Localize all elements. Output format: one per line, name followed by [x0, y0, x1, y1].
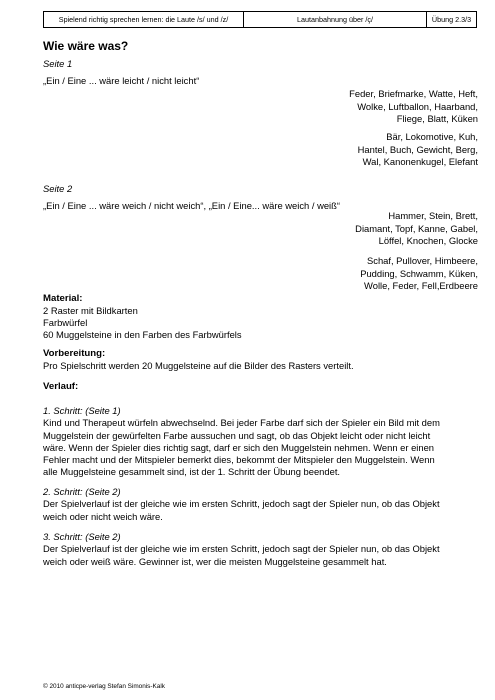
header-series-title: Spielend richtig sprechen lernen: die Laute /s/ und /z/ [44, 12, 244, 27]
step-label: 1. Schritt: (Seite 1) [43, 405, 121, 416]
material-item: 2 Raster mit Bildkarten [43, 305, 138, 316]
word-line: Wal, Kanonenkugel, Elefant [362, 156, 478, 167]
material-heading: Material: [43, 293, 83, 304]
word-line: Wolke, Luftballon, Haarband, [357, 100, 478, 112]
page1-word-group-2 [358, 131, 478, 169]
word-line: Fliege, Blatt, Küken [396, 113, 478, 124]
material-item: Farbwürfel [43, 317, 88, 328]
step-line: Kind und Therapeut würfeln abwechselnd. Bei jeder Farbe darf sich der Spieler ein Bild mit dem [43, 417, 440, 429]
step-line: Der Spielverlauf ist der gleiche wie im ersten Schritt, jedoch sagt der Spieler nun, ob das Objekt [43, 498, 440, 510]
page2-word-group-1 [355, 210, 478, 248]
word-line: Pudding, Schwamm, Küken, [360, 267, 478, 279]
step-label: 2. Schritt: (Seite 2) [43, 486, 121, 497]
step-line: wäre. Wenn der Spieler dies richtig sagt, darf er sich den Muggelstein nehmen. Wenn er einen [43, 441, 435, 453]
step-label: 3. Schritt: (Seite 2) [43, 531, 121, 542]
step-line: alle Muggelsteine gesammelt sind, ist der 1. Schritt der Übung beendet. [43, 466, 341, 478]
step-2 [43, 486, 463, 523]
header-table [43, 11, 477, 28]
word-line: Feder, Briefmarke, Watte, Heft, [349, 88, 478, 99]
word-line: Wolle, Feder, Fell,Erdbeere [364, 280, 478, 291]
page1-label: Seite 1 [43, 58, 73, 69]
step-line: weich oder nicht weich wäre. [43, 510, 163, 522]
step-1 [43, 405, 463, 479]
vorbereitung-text: Pro Spielschritt werden 20 Muggelsteine auf die Bilder des Rasters verteilt. [43, 360, 354, 371]
word-line: Diamant, Topf, Kanne, Gabel, [355, 222, 478, 234]
word-line: Schaf, Pullover, Himbeere, [367, 255, 478, 266]
vorbereitung-heading: Vorbereitung: [43, 348, 106, 359]
header-exercise-number: Übung 2.3/3 [431, 15, 472, 24]
page-title: Wie wäre was? [43, 39, 129, 53]
word-line: Hantel, Buch, Gewicht, Berg, [357, 143, 478, 155]
step-3 [43, 531, 463, 568]
word-line: Bär, Lokomotive, Kuh, [386, 131, 478, 142]
step-line: weich oder weiß wäre. Gewinner ist, wer die meisten Muggelsteine gesammelt hat. [43, 555, 387, 567]
word-line: Hammer, Stein, Brett, [388, 210, 478, 221]
page1-word-group-1 [349, 88, 478, 126]
step-line: Der Spielverlauf ist der gleiche wie im ersten Schritt, jedoch sagt der Spieler nun, ob das Objekt [43, 543, 440, 555]
page2-quote: „Ein / Eine ... wäre weich / nicht weich“, „Ein / Eine... wäre weich / weiß“ [43, 200, 340, 211]
step-line: Fehler macht und der Mitspieler bemerkt dies, bekommt der Mitspieler den Muggelstein. Wenn [43, 454, 435, 466]
verlauf-heading: Verlauf: [43, 381, 79, 392]
step-line: Muggelstein der gewürfelten Farbe aussuchen und sagt, ob das Objekt leicht oder nicht leicht [43, 429, 431, 441]
page1-quote: „Ein / Eine ... wäre leicht / nicht leicht“ [43, 75, 200, 86]
copyright-footer: © 2010 anticpe-verlag Stefan Simonis-Kalk [43, 683, 165, 690]
word-line: Löffel, Knochen, Glocke [378, 235, 478, 246]
page2-word-group-2 [360, 255, 478, 293]
material-item: 60 Muggelsteine in den Farben des Farbwürfels [43, 329, 242, 340]
header-topic: Lautanbahnung über /ç/ [244, 12, 427, 27]
page2-label: Seite 2 [43, 183, 73, 194]
